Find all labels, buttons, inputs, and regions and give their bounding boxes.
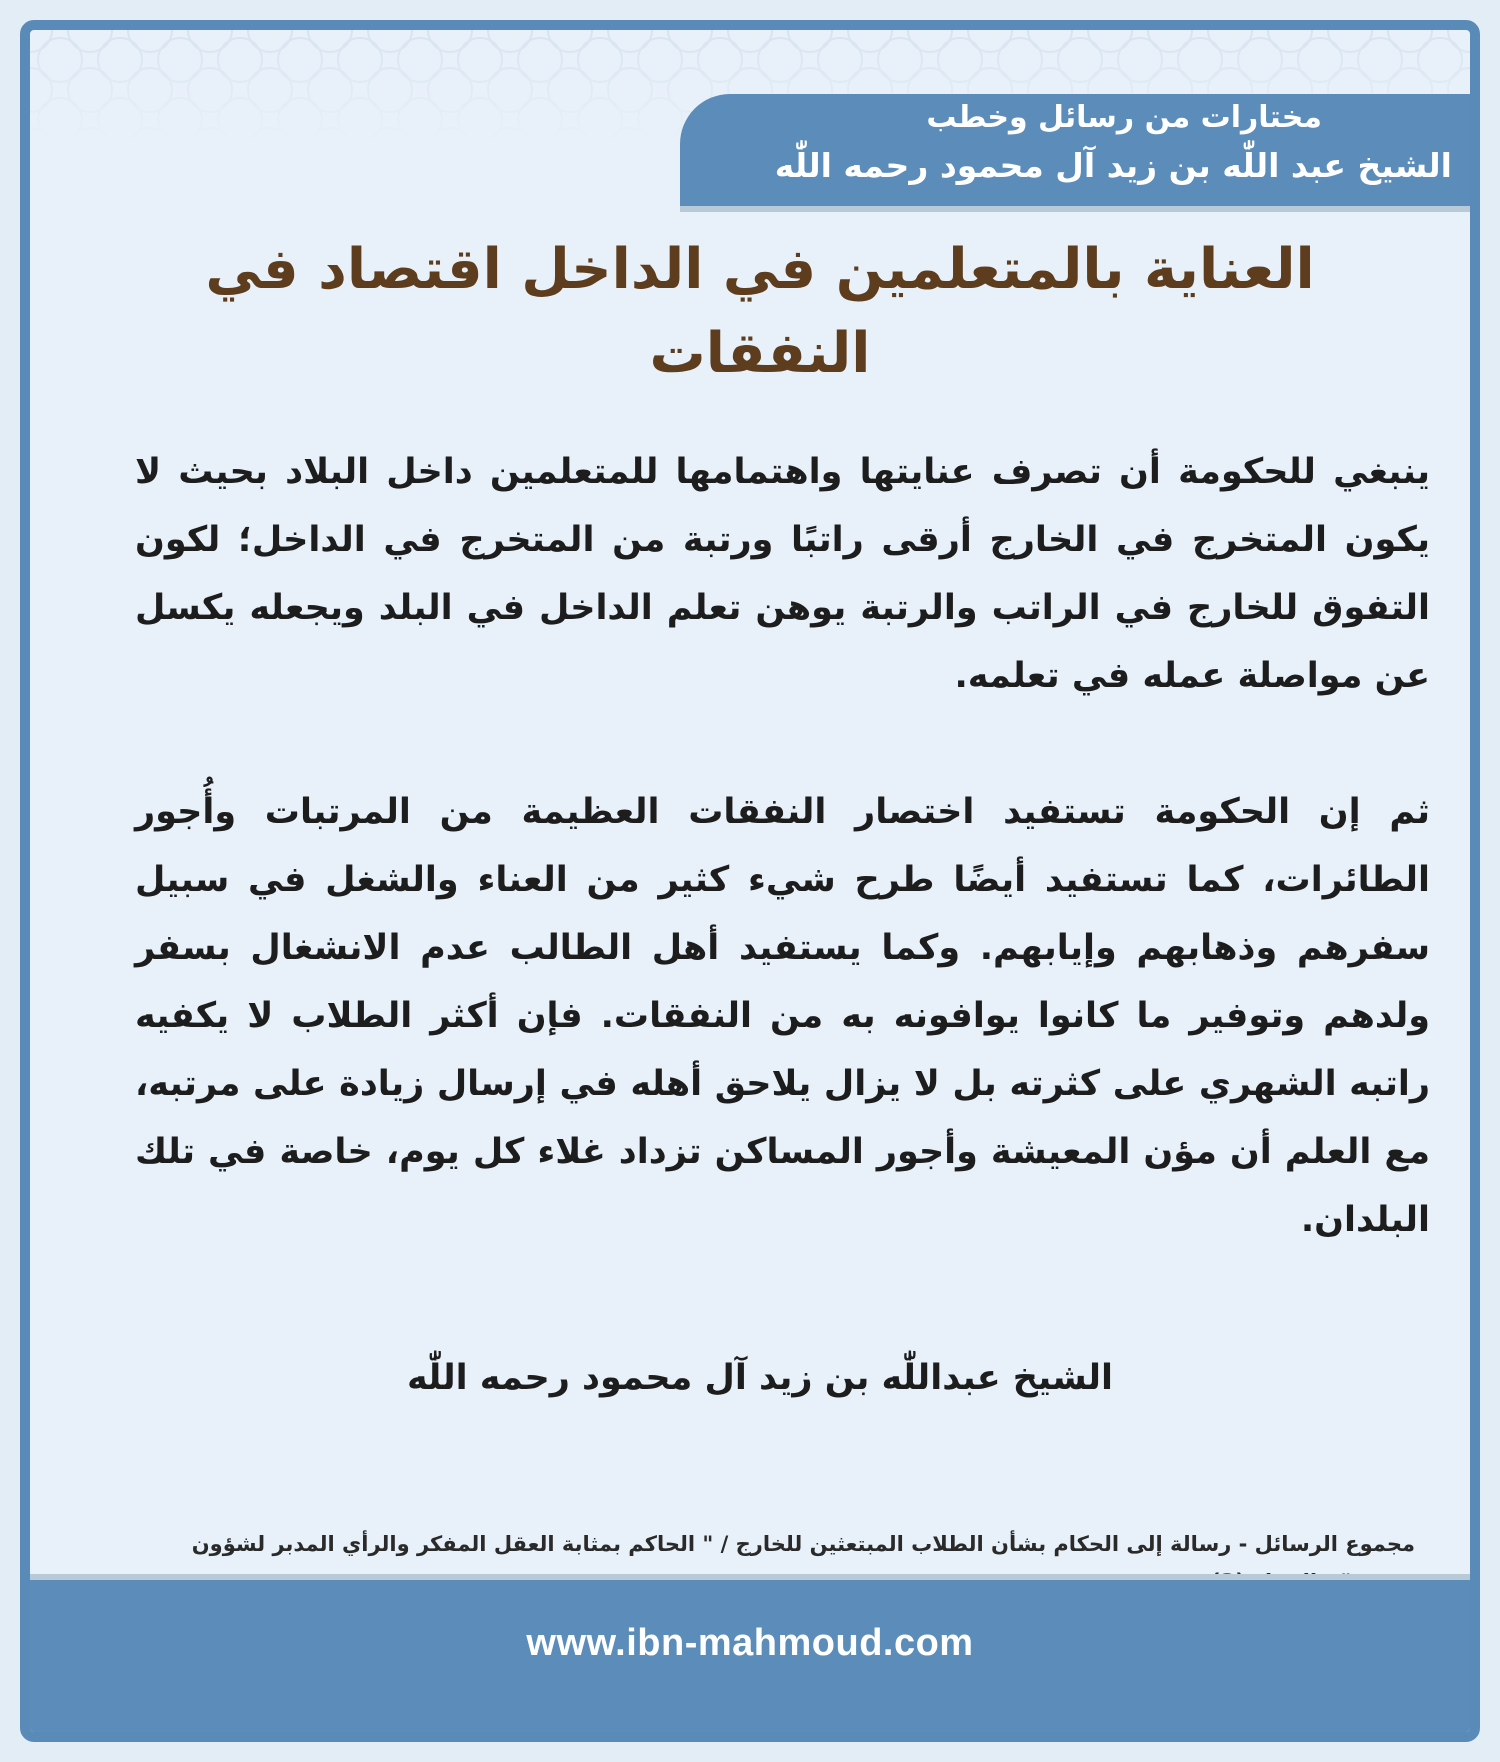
author-signature: الشيخ عبداللّٰه بن زيد آل محمود رحمه اللّٰه (406, 1358, 1114, 1398)
paragraph-2: ثم إن الحكومة تستفيد اختصار النفقات العظيمة من المرتبات وأُجور الطائرات، كما تستفيد أيضًا طرح شيء كثير من العناء والشغل في سبيل سفرهم وذهابهم وإيابهم. وكما يستفيد أهل الطالب عدم الانشغال بسفر ولدهم وتوفير ما كانوا يوافونه به من النفقات. فإن أكثر الطلاب لا يكفيه راتبه الشهري على كثرته بل لا يزال يلاحق أهله في إرسال زيادة على مرتبه، مع العلم أن مؤن المعيشة وأجور المساكن تزداد غلاء كل يوم، خاصة في تلك البلدان. (135, 792, 1430, 1240)
page-frame (20, 20, 1480, 1742)
header-band (680, 94, 1470, 206)
series-title: مختارات من رسائل وخطب (926, 100, 1322, 135)
paragraph-1: ينبغي للحكومة أن تصرف عنايتها واهتمامها للمتعلمين داخل البلاد بحيث لا يكون المتخرج في الخارج أرقى راتبًا ورتبة من المتخرج في الداخل؛ لكون التفوق للخارج في الراتب والرتبة يوهن تعلم الداخل في البلد ويجعله يكسل عن مواصلة عمله في تعلمه. (135, 452, 1430, 696)
website-link[interactable]: www.ibn-mahmoud.com (526, 1622, 974, 1664)
series-author: الشيخ عبد اللّٰه بن زيد آل محمود رحمه اللّٰه (774, 146, 1452, 185)
article-title: العناية بالمتعلمين في الداخل اقتصاد في النفقات (205, 237, 1315, 386)
source-citation: مجموع الرسائل - رسالة إلى الحكام بشأن الطلاب المبتعثين للخارج / " الحاكم بمثابة العقل المفكر والرأي المدبر لشؤون (191, 1532, 1415, 1556)
footer-bar (30, 1580, 1470, 1732)
